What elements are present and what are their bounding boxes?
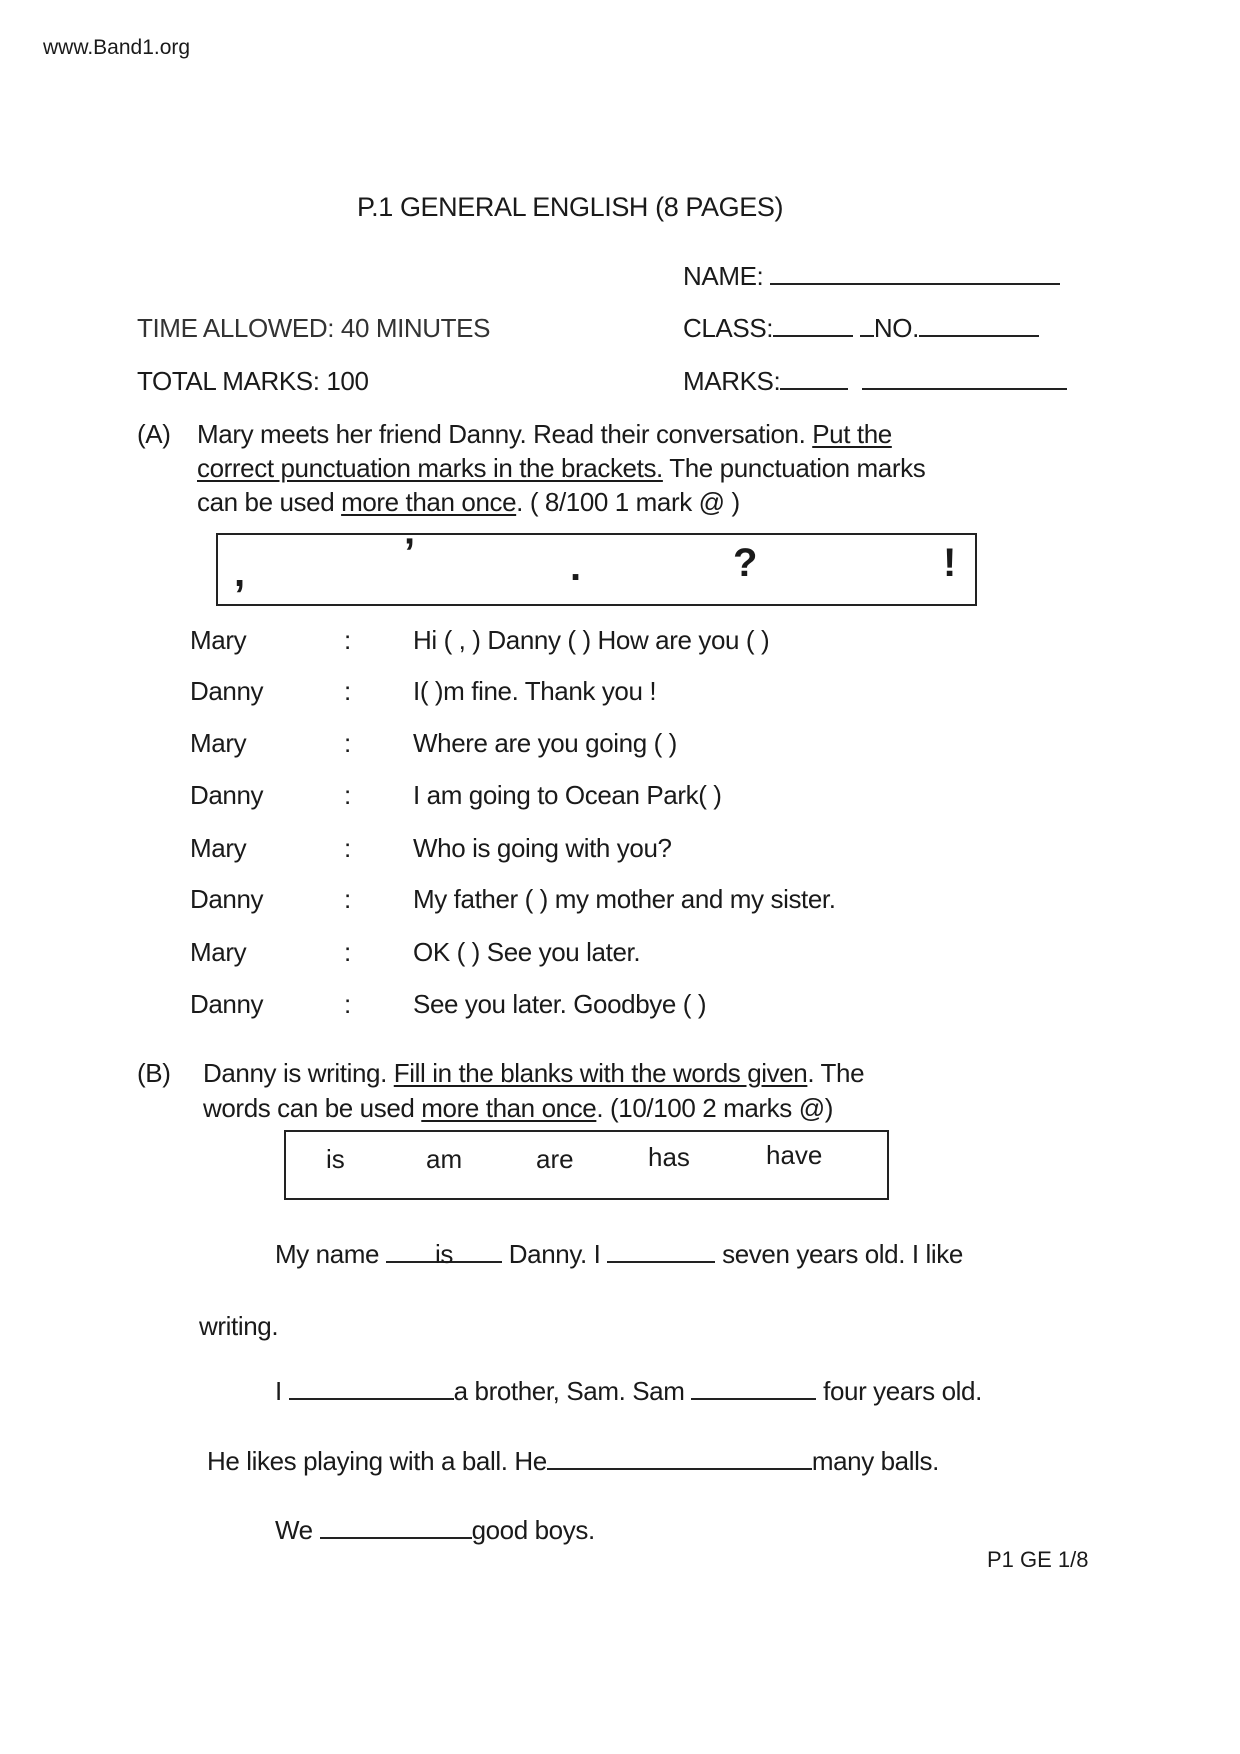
comma-mark: , xyxy=(234,551,246,595)
blank-5[interactable] xyxy=(547,1446,812,1470)
apostrophe-mark: ’ xyxy=(404,531,416,575)
colon: : xyxy=(344,780,351,810)
colon: : xyxy=(344,884,351,914)
marks-label: MARKS: xyxy=(683,366,781,396)
sentence-4: We good boys. xyxy=(275,1515,595,1545)
class-label: CLASS: xyxy=(683,313,774,343)
speaker-name: Mary xyxy=(190,728,247,758)
speaker-name: Mary xyxy=(190,833,247,863)
dialogue-line[interactable]: Where are you going ( ) xyxy=(413,728,677,758)
speaker-name: Mary xyxy=(190,937,247,967)
total-marks: TOTAL MARKS: 100 xyxy=(137,366,369,396)
section-b-instruction-1: Danny is writing. Fill in the blanks with the words given. The xyxy=(203,1058,865,1088)
page-footer: P1 GE 1/8 xyxy=(987,1547,1089,1572)
dialogue-line[interactable]: OK ( ) See you later. xyxy=(413,937,641,967)
class-field[interactable] xyxy=(683,313,1039,343)
page-title: P.1 GENERAL ENGLISH (8 PAGES) xyxy=(357,192,784,222)
sentence-3: He likes playing with a ball. He many balls. xyxy=(207,1446,939,1476)
colon: : xyxy=(344,728,351,758)
no-label: NO. xyxy=(873,313,919,343)
sentence-1-cont: writing. xyxy=(199,1311,279,1341)
blank-6[interactable] xyxy=(320,1515,472,1539)
blank-1[interactable]: is xyxy=(386,1239,502,1263)
name-label: NAME: xyxy=(683,261,764,291)
dialogue-line[interactable]: Hi ( , ) Danny ( ) How are you ( ) xyxy=(413,625,770,655)
word-am: am xyxy=(426,1144,463,1174)
speaker-name: Mary xyxy=(190,625,247,655)
name-field[interactable] xyxy=(683,261,1060,291)
speaker-name: Danny xyxy=(190,884,264,914)
speaker-name: Danny xyxy=(190,780,264,810)
section-b-label: (B) xyxy=(137,1058,171,1088)
word-are: are xyxy=(536,1144,574,1174)
dialogue-line[interactable]: My father ( ) my mother and my sister. xyxy=(413,884,836,914)
colon: : xyxy=(344,937,351,967)
blank-2[interactable] xyxy=(607,1239,715,1263)
blank-4[interactable] xyxy=(691,1376,816,1400)
exclamation-mark: ! xyxy=(943,541,957,585)
word-is: is xyxy=(326,1144,345,1174)
punctuation-box xyxy=(216,533,977,606)
colon: : xyxy=(344,989,351,1019)
question-mark: ? xyxy=(733,541,758,585)
speaker-name: Danny xyxy=(190,989,264,1019)
dialogue-line[interactable]: I am going to Ocean Park( ) xyxy=(413,780,722,810)
section-a-label: (A) xyxy=(137,419,171,449)
speaker-name: Danny xyxy=(190,676,264,706)
section-a-instruction-1: Mary meets her friend Danny. Read their conversation. Put the xyxy=(197,419,892,449)
section-a-instruction-2: correct punctuation marks in the brackets. The punctuation marks xyxy=(197,453,926,483)
section-a-instruction-3: can be used more than once. ( 8/100 1 mark @ ) xyxy=(197,487,740,517)
dialogue-line[interactable]: See you later. Goodbye ( ) xyxy=(413,989,707,1019)
word-box xyxy=(284,1130,889,1200)
full-stop-mark: . xyxy=(570,545,582,589)
sentence-2: I a brother, Sam. Sam four years old. xyxy=(275,1376,982,1406)
colon: : xyxy=(344,625,351,655)
dialogue-line[interactable]: Who is going with you? xyxy=(413,833,672,863)
watermark: www.Band1.org xyxy=(43,36,191,59)
time-allowed: TIME ALLOWED: 40 MINUTES xyxy=(137,313,491,343)
sentence-1: My name is Danny. I seven years old. I like xyxy=(275,1239,963,1269)
colon: : xyxy=(344,676,351,706)
word-has: has xyxy=(648,1142,690,1172)
marks-field[interactable] xyxy=(683,366,1067,396)
word-have: have xyxy=(766,1140,823,1170)
section-b-instruction-2: words can be used more than once. (10/100 2 marks @) xyxy=(203,1093,833,1123)
dialogue-line[interactable]: I( )m fine. Thank you ! xyxy=(413,676,657,706)
colon: : xyxy=(344,833,351,863)
blank-3[interactable] xyxy=(289,1376,454,1400)
